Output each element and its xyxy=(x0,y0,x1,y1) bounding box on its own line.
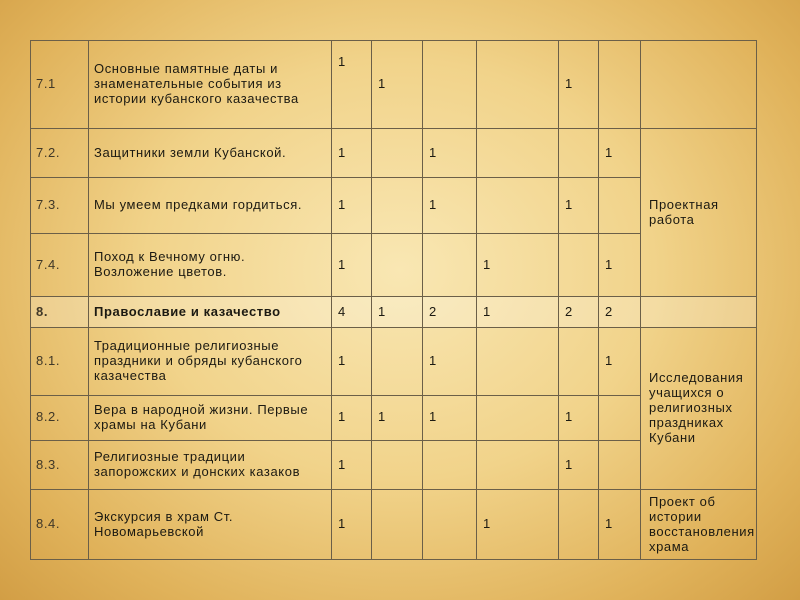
cell-value: 1 xyxy=(332,490,372,560)
row-number: 8.4. xyxy=(31,490,89,560)
cell-value xyxy=(477,440,559,489)
cell-value: 1 xyxy=(423,178,477,233)
section-row xyxy=(31,297,757,328)
row-topic: Вера в народной жизни. Первые храмы на Кубани xyxy=(89,395,332,440)
cell-value: 1 xyxy=(477,233,559,297)
note-project-work: Проектная работа xyxy=(641,129,757,297)
cell-value: 1 xyxy=(477,297,559,328)
cell-value xyxy=(372,490,423,560)
cell-value xyxy=(599,178,641,233)
cell-value: 1 xyxy=(332,395,372,440)
cell-value: 2 xyxy=(423,297,477,328)
cell-value xyxy=(599,440,641,489)
cell-value: 1 xyxy=(559,41,599,129)
cell-value: 1 xyxy=(559,440,599,489)
cell-value xyxy=(477,129,559,178)
row-topic: Православие и казачество xyxy=(89,297,332,328)
row-topic: Мы умеем предками гордиться. xyxy=(89,178,332,233)
curriculum-table xyxy=(30,40,757,560)
cell-value: 1 xyxy=(599,129,641,178)
cell-value xyxy=(599,395,641,440)
row-number: 8.2. xyxy=(31,395,89,440)
note-empty xyxy=(641,41,757,129)
row-topic: Традиционные религиозные праздники и обряды кубанского казачества xyxy=(89,328,332,396)
cell-value xyxy=(559,490,599,560)
cell-value: 1 xyxy=(332,129,372,178)
note-empty xyxy=(641,297,757,328)
row-number: 8.1. xyxy=(31,328,89,396)
row-number: 8.3. xyxy=(31,440,89,489)
cell-value xyxy=(372,440,423,489)
cell-value: 1 xyxy=(372,297,423,328)
cell-value xyxy=(423,41,477,129)
cell-value xyxy=(372,233,423,297)
row-topic: Религиозные традиции запорожских и донских казаков xyxy=(89,440,332,489)
cell-value xyxy=(477,328,559,396)
cell-value: 1 xyxy=(559,178,599,233)
cell-value: 1 xyxy=(423,328,477,396)
row-number: 8. xyxy=(31,297,89,328)
cell-value xyxy=(372,178,423,233)
cell-value: 1 xyxy=(332,440,372,489)
cell-value: 1 xyxy=(332,178,372,233)
cell-value: 1 xyxy=(477,490,559,560)
row-number: 7.1 xyxy=(31,41,89,129)
row-topic: Защитники земли Кубанской. xyxy=(89,129,332,178)
cell-value: 1 xyxy=(332,233,372,297)
table-row xyxy=(31,41,757,129)
table-row xyxy=(31,328,757,396)
cell-value xyxy=(372,328,423,396)
cell-value: 1 xyxy=(332,41,372,129)
row-topic: Экскурсия в храм Ст. Новомарьевской xyxy=(89,490,332,560)
cell-value xyxy=(423,440,477,489)
cell-value: 1 xyxy=(559,395,599,440)
cell-value: 2 xyxy=(559,297,599,328)
row-topic: Поход к Вечному огню. Возложение цветов. xyxy=(89,233,332,297)
cell-value: 1 xyxy=(599,328,641,396)
cell-value xyxy=(559,328,599,396)
cell-value: 2 xyxy=(599,297,641,328)
table-row xyxy=(31,490,757,560)
cell-value: 1 xyxy=(599,490,641,560)
cell-value xyxy=(423,490,477,560)
cell-value: 1 xyxy=(372,41,423,129)
cell-value: 1 xyxy=(423,129,477,178)
note-research: Исследования учащихся о религиозных праздниках Кубани xyxy=(641,328,757,490)
cell-value xyxy=(599,41,641,129)
row-number: 7.2. xyxy=(31,129,89,178)
cell-value xyxy=(559,233,599,297)
cell-value xyxy=(477,178,559,233)
row-number: 7.4. xyxy=(31,233,89,297)
cell-value: 4 xyxy=(332,297,372,328)
row-topic: Основные памятные даты и знаменательные события из истории кубанского казачества xyxy=(89,41,332,129)
cell-value xyxy=(477,41,559,129)
note-temple-project: Проект об истории восстановления храма xyxy=(641,490,757,560)
cell-value: 1 xyxy=(372,395,423,440)
cell-value: 1 xyxy=(599,233,641,297)
cell-value: 1 xyxy=(423,395,477,440)
cell-value: 1 xyxy=(332,328,372,396)
cell-value xyxy=(477,395,559,440)
cell-value xyxy=(372,129,423,178)
cell-value xyxy=(559,129,599,178)
table-row xyxy=(31,129,757,178)
row-number: 7.3. xyxy=(31,178,89,233)
cell-value xyxy=(423,233,477,297)
